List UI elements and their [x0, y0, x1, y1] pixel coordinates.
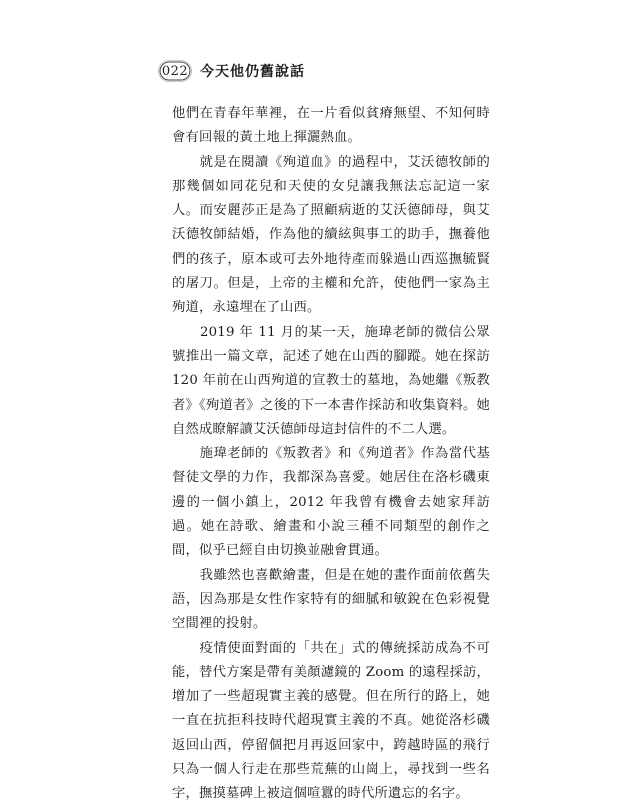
paragraph: 2019 年 11 月的某一天，施瑋老師的微信公眾號推出一篇文章，記述了她在山西的腳蹤。她在探訪 120 年前在山西殉道的宣教士的墓地，為她繼《叛教者》《殉道者》之後的下一本書作採訪和收集資料。她自然成瞭解讀艾沃德師母這封信件的不二人選。	[172, 324, 490, 437]
paragraph: 施瑋老師的《叛教者》和《殉道者》作為當代基督徒文學的力作，我都深為喜愛。她居住在洛杉磯東邊的一個小鎮上，2012 年我曾有機會去她家拜訪過。她在詩歌、繪畫和小說三種不同類型的創作之間，似乎已經自由切換並融會貫通。	[172, 446, 490, 559]
paragraph: 他們在青春年華裡，在一片看似貧瘠無望、不知何時會有回報的黃土地上揮灑熱血。	[172, 106, 490, 146]
body-text	[172, 102, 490, 807]
page-number: 022	[161, 63, 189, 79]
page-number-badge	[158, 59, 192, 83]
paragraph: 就是在閱讀《殉道血》的過程中，艾沃德牧師的那幾個如同花兒和天使的女兒讓我無法忘記這一家人。而安麗莎正是為了照顧病逝的艾沃德師母，與艾沃德牧師結婚，作為他的續絃與事工的助手，撫養他們的孩子，原本或可去外地待產而躲過山西巡撫毓賢的屠刀。但是，上帝的主權和允許，使他們一家為主殉道，永遠埋在了山西。	[172, 154, 490, 316]
paragraph: 我雖然也喜歡繪畫，但是在她的畫作面前依舊失語，因為那是女性作家特有的細膩和敏銳在色彩視覺空間裡的投射。	[172, 567, 490, 632]
running-header	[158, 58, 305, 84]
running-title: 今天他仍舊說話	[200, 64, 305, 80]
paragraph: 疫情使面對面的「共在」式的傳統採訪成為不可能，替代方案是帶有美顏濾鏡的 Zoom 的遠程採訪，增加了一些超現實主義的感覺。但在所行的路上，她一直在抗拒科技時代超現實主義的不真。她從洛杉磯返回山西，停留個把月再返回家中，跨越時區的飛行只為一個人行走在那些荒蕪的山崗上，尋找到一些名字，撫摸墓碑上被這個喧囂的時代所遺忘的名字。	[172, 640, 490, 802]
